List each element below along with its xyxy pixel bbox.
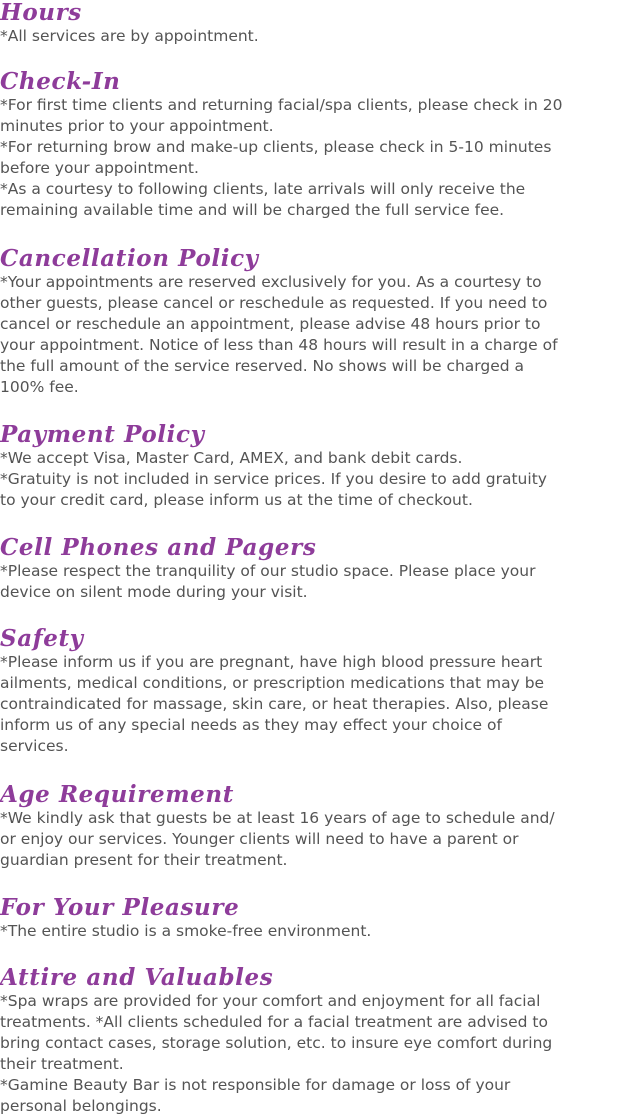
section-age-requirement [0,782,623,871]
section-text: *The entire studio is a smoke-free environment. [0,922,372,940]
section-hours [0,0,623,47]
section-heading: Hours [0,0,82,26]
section-text: *Spa wraps are provided for your comfort and enjoyment for all facial treatments. *All clients scheduled for a facial treatment are advised to bring contact cases, storage solution, etc. to insure eye comfort during their treatment. [0,992,553,1073]
section-text: *We accept Visa, Master Card, AMEX, and bank debit cards. [0,449,463,467]
section-text: *Gamine Beauty Bar is not responsible for damage or loss of your personal belongings. [0,1076,511,1115]
section-text: *All services are by appointment. [0,27,259,45]
section-heading: Cancellation Policy [0,245,259,272]
section-attire-valuables [0,965,623,1117]
section-heading: Cell Phones and Pagers [0,534,317,561]
section-heading: Attire and Valuables [0,964,274,991]
section-heading: Safety [0,625,84,652]
section-text: *As a courtesy to following clients, late arrivals will only receive the remaining available time and will be charged the full service fee. [0,180,526,219]
section-text: *For first time clients and returning facial/spa clients, please check in 20 minutes prior to your appointment. [0,96,563,135]
section-safety [0,626,623,757]
section-for-your-pleasure [0,895,623,942]
section-cell-phones [0,535,623,603]
section-text: *We kindly ask that guests be at least 16 years of age to schedule and/ or enjoy our services. Younger clients will need to have a parent or guardian present for their treatment. [0,809,555,869]
section-payment-policy [0,422,623,511]
section-text: *Please inform us if you are pregnant, have high blood pressure heart ailments, medical conditions, or prescription medications that may be contraindicated for massage, skin care, or heat therapies. Also, please inform us of any special needs as they may effect your choice of services. [0,653,549,755]
section-cancellation-policy [0,246,623,398]
section-check-in [0,69,623,221]
section-heading: For Your Pleasure [0,894,240,921]
section-heading: Check-In [0,68,121,95]
section-text: *Gratuity is not included in service prices. If you desire to add gratuity to your credit card, please inform us at the time of checkout. [0,470,547,509]
section-text: *Please respect the tranquility of our studio space. Please place your device on silent mode during your visit. [0,562,536,601]
section-heading: Payment Policy [0,421,205,448]
section-text: *For returning brow and make-up clients, please check in 5-10 minutes before your appointment. [0,138,552,177]
section-text: *Your appointments are reserved exclusively for you. As a courtesy to other guests, please cancel or reschedule as requested. If you need to cancel or reschedule an appointment, please advise 48 hours prior to your appointment. Notice of less than 48 hours will result in a charge of the full amount of the service reserved. No shows will be charged a 100% fee. [0,273,558,396]
section-heading: Age Requirement [0,781,234,808]
